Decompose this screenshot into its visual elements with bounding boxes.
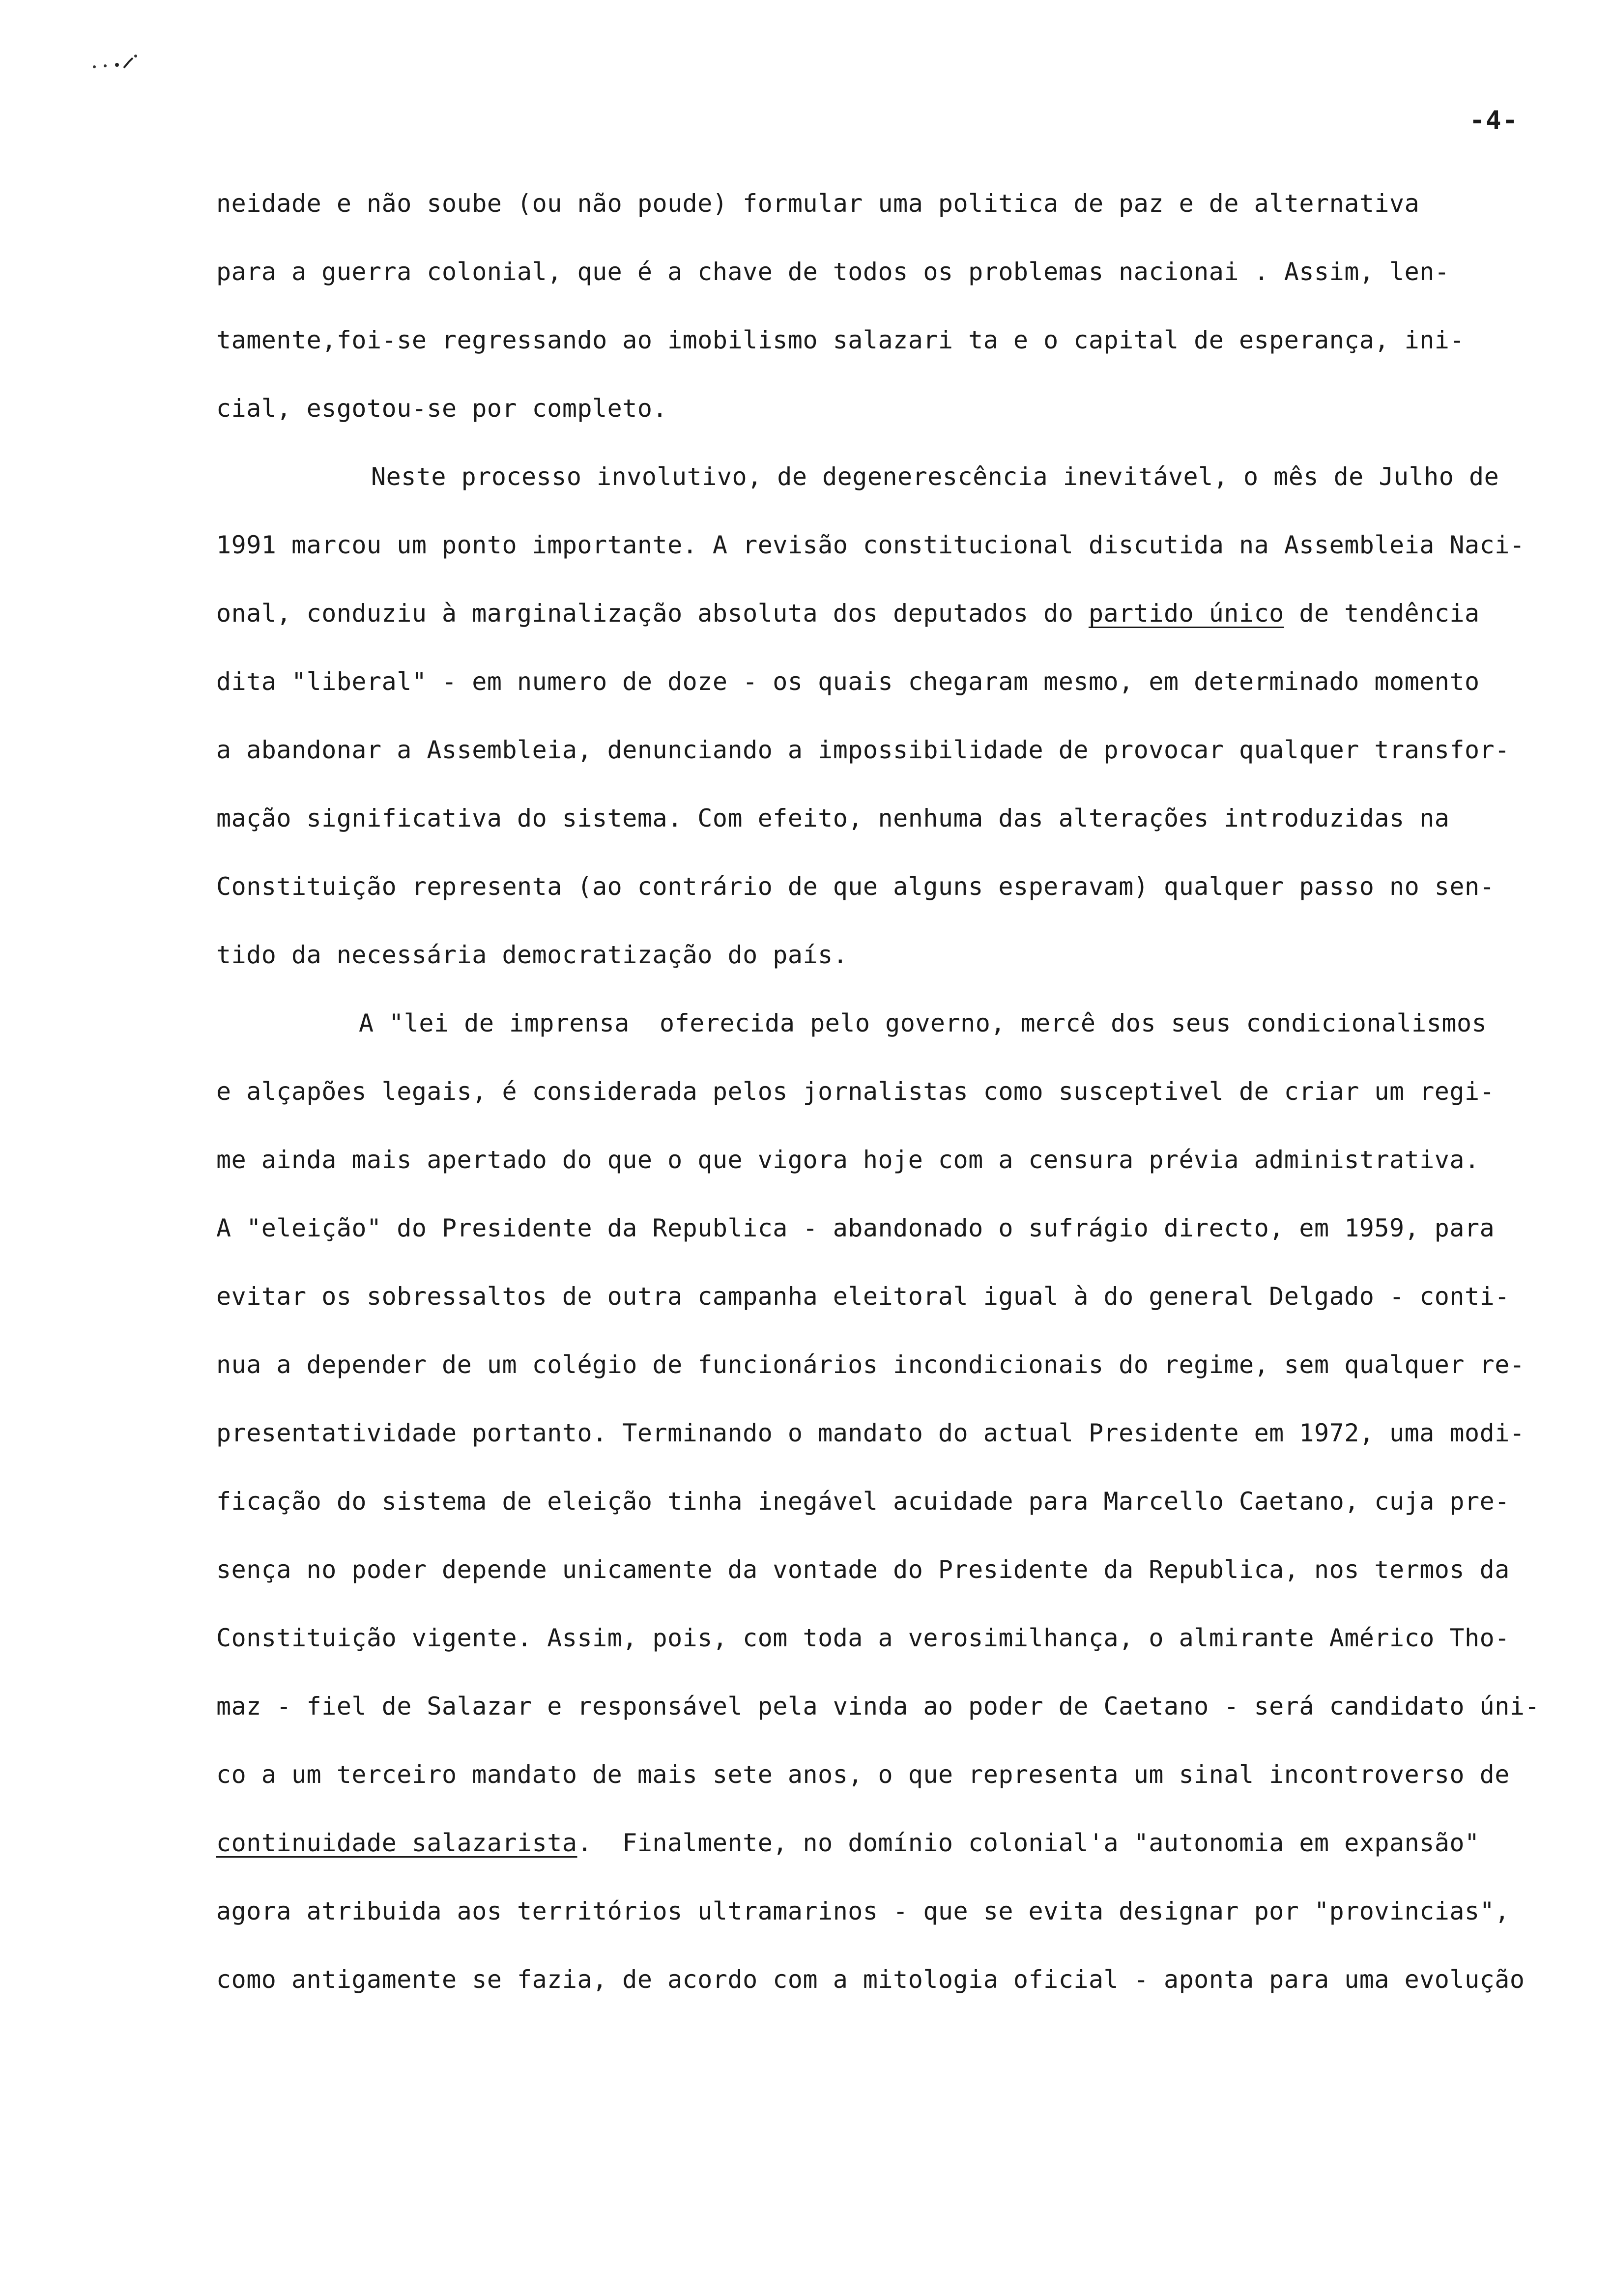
text-line: ficação do sistema de eleição tinha inegável acuidade para Marcello Caetano, cuja pre- <box>216 1487 1510 1516</box>
text-line: nua a depender de um colégio de funcionários incondicionais do regime, sem qualquer re- <box>216 1350 1525 1379</box>
text-line: co a um terceiro mandato de mais sete anos, o que representa um sinal incontroverso de <box>216 1760 1510 1789</box>
text-line: neidade e não soube (ou não poude) formular uma politica de paz e de alternativa <box>216 189 1420 218</box>
text-line: maz - fiel de Salazar e responsável pela vinda ao poder de Caetano - será candidato úni- <box>216 1692 1540 1721</box>
underlined-phrase: partido único <box>1088 599 1284 628</box>
text-line: mação significativa do sistema. Com efeito, nenhuma das alterações introduzidas na <box>216 804 1450 832</box>
text-line: A "eleição" do Presidente da Republica - abandonado o sufrágio directo, em 1959, para <box>216 1214 1495 1242</box>
text-line: e alçapões legais, é considerada pelos jornalistas como susceptivel de criar um regi- <box>216 1077 1495 1106</box>
paragraph-3 <box>216 989 1553 2014</box>
text-line: tamente,foi-se regressando ao imobilismo salazari ta e o capital de esperança, ini- <box>216 326 1465 354</box>
text-line: Neste processo involutivo, de degenerescência inevitável, o mês de Julho de <box>371 462 1499 491</box>
text-segment: . Finalmente, no domínio colonial'a "autonomia em expansão" <box>577 1829 1480 1857</box>
text-line: evitar os sobressaltos de outra campanha eleitoral igual à do general Delgado - conti- <box>216 1282 1510 1311</box>
text-line: para a guerra colonial, que é a chave de todos os problemas nacionai . Assim, len- <box>216 258 1450 286</box>
text-line: agora atribuida aos territórios ultramarinos - que se evita designar por "provincias", <box>216 1897 1510 1925</box>
ink-speck-mark <box>88 53 143 73</box>
text-line: A "lei de imprensa oferecida pelo governo, mercê dos seus condicionalismos <box>359 1009 1487 1037</box>
text-segment: onal, conduziu à marginalização absoluta dos deputados do <box>216 599 1089 628</box>
text-line: me ainda mais apertado do que o que vigora hoje com a censura prévia administrativa. <box>216 1146 1480 1174</box>
paragraph-2 <box>216 443 1553 989</box>
text-line: 1991 marcou um ponto importante. A revisão constitucional discutida na Assembleia Naci- <box>216 531 1525 559</box>
text-line: como antigamente se fazia, de acordo com a mitologia oficial - aponta para uma evolução <box>216 1965 1525 1994</box>
text-line: dita "liberal" - em numero de doze - os quais chegaram mesmo, em determinado momento <box>216 667 1480 696</box>
text-line-with-underline <box>216 579 1553 648</box>
paragraph-1 <box>216 170 1553 443</box>
text-line: a abandonar a Assembleia, denunciando a impossibilidade de provocar qualquer transfor- <box>216 736 1510 764</box>
text-line: presentatividade portanto. Terminando o mandato do actual Presidente em 1972, uma modi- <box>216 1419 1525 1447</box>
underlined-phrase: continuidade salazarista <box>216 1829 577 1857</box>
text-line: Constituição vigente. Assim, pois, com toda a verosimilhança, o almirante Américo Tho- <box>216 1624 1510 1652</box>
text-line: sença no poder depende unicamente da vontade do Presidente da Republica, nos termos da <box>216 1555 1510 1584</box>
text-segment: de tendência <box>1284 599 1480 628</box>
text-line: tido da necessária democratização do país. <box>216 941 848 969</box>
body-text <box>216 170 1553 2014</box>
text-line-with-underline <box>216 1809 1553 1877</box>
text-line: Constituição representa (ao contrário de que alguns esperavam) qualquer passo no sen- <box>216 872 1495 901</box>
text-line: cial, esgotou-se por completo. <box>216 394 668 423</box>
page-number: -4- <box>1469 106 1519 135</box>
